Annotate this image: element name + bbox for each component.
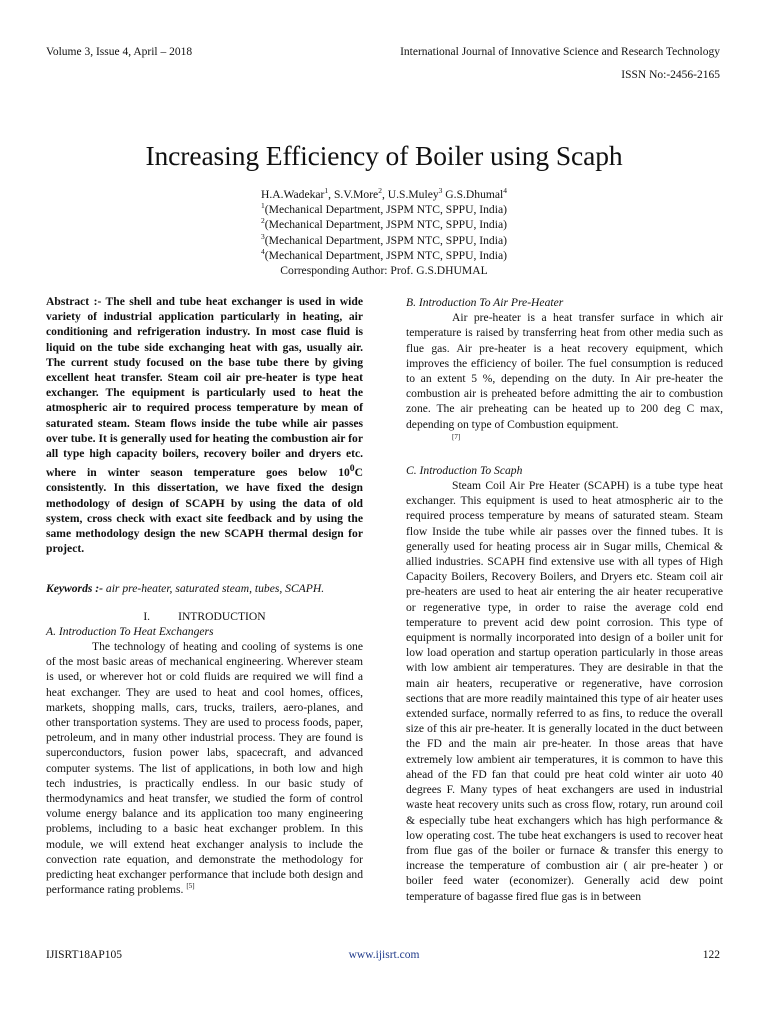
author-name: H.A.Wadekar bbox=[260, 188, 325, 201]
affiliation-text: (Mechanical Department, JSPM NTC, SPPU, India) bbox=[264, 218, 507, 232]
citation: [7] bbox=[452, 432, 461, 441]
journal-url-link[interactable]: www.ijisrt.com bbox=[348, 949, 420, 961]
abstract bbox=[46, 294, 363, 556]
affiliation bbox=[0, 202, 768, 217]
volume-issue: Volume 3, Issue 4, April – 2018 bbox=[46, 46, 193, 58]
author-sep: , bbox=[381, 188, 388, 201]
affiliation-sup: 4 bbox=[261, 246, 265, 256]
paragraph-heat-exchangers bbox=[46, 639, 363, 897]
affiliation-text: (Mechanical Department, JSPM NTC, SPPU, India) bbox=[264, 233, 507, 247]
author-name: S.V.More bbox=[333, 188, 379, 201]
affiliation bbox=[0, 217, 768, 232]
left-column bbox=[46, 294, 363, 897]
abstract-text-end: C consistently. In this dissertation, we have fixed the design methodology of design of SCAPH by using the data of old system, cross check with exact site feedback and by using the same methodology design the new SCAPH thermal design for project. bbox=[46, 466, 363, 556]
paragraph-air-pre-heater bbox=[406, 310, 723, 442]
abstract-sup: 0 bbox=[349, 463, 355, 475]
author-sup: 2 bbox=[378, 186, 382, 196]
keywords-label: Keywords :- bbox=[46, 582, 103, 596]
subheading-heat-exchangers: A. Introduction To Heat Exchangers bbox=[46, 624, 214, 638]
journal-name: International Journal of Innovative Science and Research Technology bbox=[400, 46, 720, 58]
affiliation-sup: 3 bbox=[261, 231, 265, 241]
corresponding-author: Corresponding Author: Prof. G.S.DHUMAL bbox=[280, 264, 488, 278]
section-heading-introduction bbox=[46, 609, 363, 624]
affiliation-sup: 2 bbox=[261, 216, 265, 226]
paragraph-text: The technology of heating and cooling of systems is one of the most basic areas of mechanical engineering. Wherever steam is used, or wherever hot or cold fluids are required we will find a heat exchanger. They are used to heat and cool homes, offices, markets, shopping malls, cars, trucks, trailers, aero-planes, and other transportation systems. They are used to process foods, paper, petroleum, and in many other industrial process. They are found is superconductors, fusion power labs, spacecraft, and advanced computer systems. The list of applications, in both low and high tech industries, is practically endless. In our basic study of thermodynamics and heat transfer, we studied the form of control volume energy balance and its application too many engineering problems, including to a basic heat exchanger problem. In this module, we will extend heat exchanger analysis to include the convection rate equation, and demonstrate the methodology for predicting heat exchanger performance that include both design and performance rating problems. bbox=[46, 639, 363, 897]
right-column bbox=[406, 295, 723, 904]
abstract-text: Abstract :- The shell and tube heat exchanger is used in wide variety of industrial application particularly in heating, air conditioning and refrigeration industry. In most case fluid is liquid on the tube side exchanging heat with gas, usually air. The current study focused on the base tube there by giving excellent heat transfer. Steam coil air pre-heater is type heat exchanger. The equipment is particularly used to heat the atmospheric air to required process temperature by mean of saturated steam. Steam flows inside the tube while air passes over tube. It is generally used for heating the combustion air for all type high capacity boilers, recovery boiler and dryers etc. where in winter season temperature goes below 10 bbox=[46, 295, 363, 480]
affiliation-text: (Mechanical Department, JSPM NTC, SPPU, India) bbox=[264, 248, 507, 262]
section-title: INTRODUCTION bbox=[178, 609, 266, 623]
paper-title: Increasing Efficiency of Boiler using Scaph bbox=[145, 140, 623, 171]
author-sup: 3 bbox=[438, 186, 443, 196]
page-number: 122 bbox=[702, 949, 720, 961]
affiliation bbox=[0, 248, 768, 263]
keywords bbox=[46, 581, 363, 596]
author-names bbox=[0, 187, 768, 202]
author-name: G.S.Dhumal bbox=[445, 188, 504, 201]
affiliation-text: (Mechanical Department, JSPM NTC, SPPU, India) bbox=[264, 203, 507, 217]
author-sup: 1 bbox=[324, 186, 329, 196]
subheading-scaph: C. Introduction To Scaph bbox=[406, 463, 523, 477]
keywords-text: air pre-heater, saturated steam, tubes, SCAPH. bbox=[103, 582, 325, 596]
spacer bbox=[406, 442, 723, 463]
author-name: U.S.Muley bbox=[387, 188, 439, 201]
subheading-air-pre-heater: B. Introduction To Air Pre-Heater bbox=[406, 296, 564, 309]
affiliation bbox=[0, 233, 768, 248]
issn: ISSN No:-2456-2165 bbox=[621, 69, 720, 81]
journal-header bbox=[400, 41, 720, 87]
author-sup: 4 bbox=[503, 186, 508, 196]
paper-code: IJISRT18AP105 bbox=[46, 949, 122, 961]
citation: [5] bbox=[186, 882, 195, 891]
affiliation-sup: 1 bbox=[261, 201, 265, 211]
section-number: I. bbox=[143, 609, 151, 623]
author-sep: , bbox=[328, 188, 334, 201]
paragraph-scaph: Steam Coil Air Pre Heater (SCAPH) is a tube type heat exchanger. This equipment is used to heat atmospheric air to the required process temperature by means of saturated steam. Steam flow Inside the tube while air passes over the finned tubes. It is generally used for heating process air in Sugar mills, Chemical & allied industries. SCAPH find extensive use with all types of High Capacity Boilers, Recovery Boilers, and Dryers etc. Steam coil air pre-heaters are used to heat air entering the air heater recuperative or regenerative type, in order to raise the average cold end temperature to prevent acid dew point corrosion. This type of equipment is normally incorporated into design of a boiler unit for low load operation and startup operation particularly in those areas with low ambient air temperatures. They are desirable in that the main air heaters, recuperative or regenerative, have corrosion sections that are more readily maintained this type of air heater uses extended surface, normally referred to as fins, to reduce the overall size of this air pre-heater. It is generally located in the duct between the FD and the main air pre-heater. In those areas that have extremely low ambient air temperatures, it is common to have this ahead of the FD fan that could pre heat cold winter air uoto 40 degrees F. Many types of heat exchangers are used in industrial waste heat recovery units such as cross flow, rotary, run around coil & especially tube heat exchangers which has high performance & low operating cost. The tube heat exchangers is used to recover heat from flue gas of the boiler or furnace & transfer this energy to increase the temperature of combustion air ( air pre-heater ) or boiler feed water (economizer). Generally acid dew point temperature of bagasse fired flue gas is in between bbox=[406, 479, 723, 903]
paragraph-text: Air pre-heater is a heat transfer surface in which air temperature is raised by transferring heat from other media such as flue gas. Air pre-heater is a heat recovery equipment, which improves the efficiency of boiler. The fuel consumption is reduced to an extent 5 %, depending on the duty. In Air pre-heater the combustion air is preheated before admitting the air to combustion zone. The air preheating can be heated up to 200 deg C max, depending on type of Combustion equipment. bbox=[406, 311, 723, 431]
author-block bbox=[0, 187, 768, 278]
